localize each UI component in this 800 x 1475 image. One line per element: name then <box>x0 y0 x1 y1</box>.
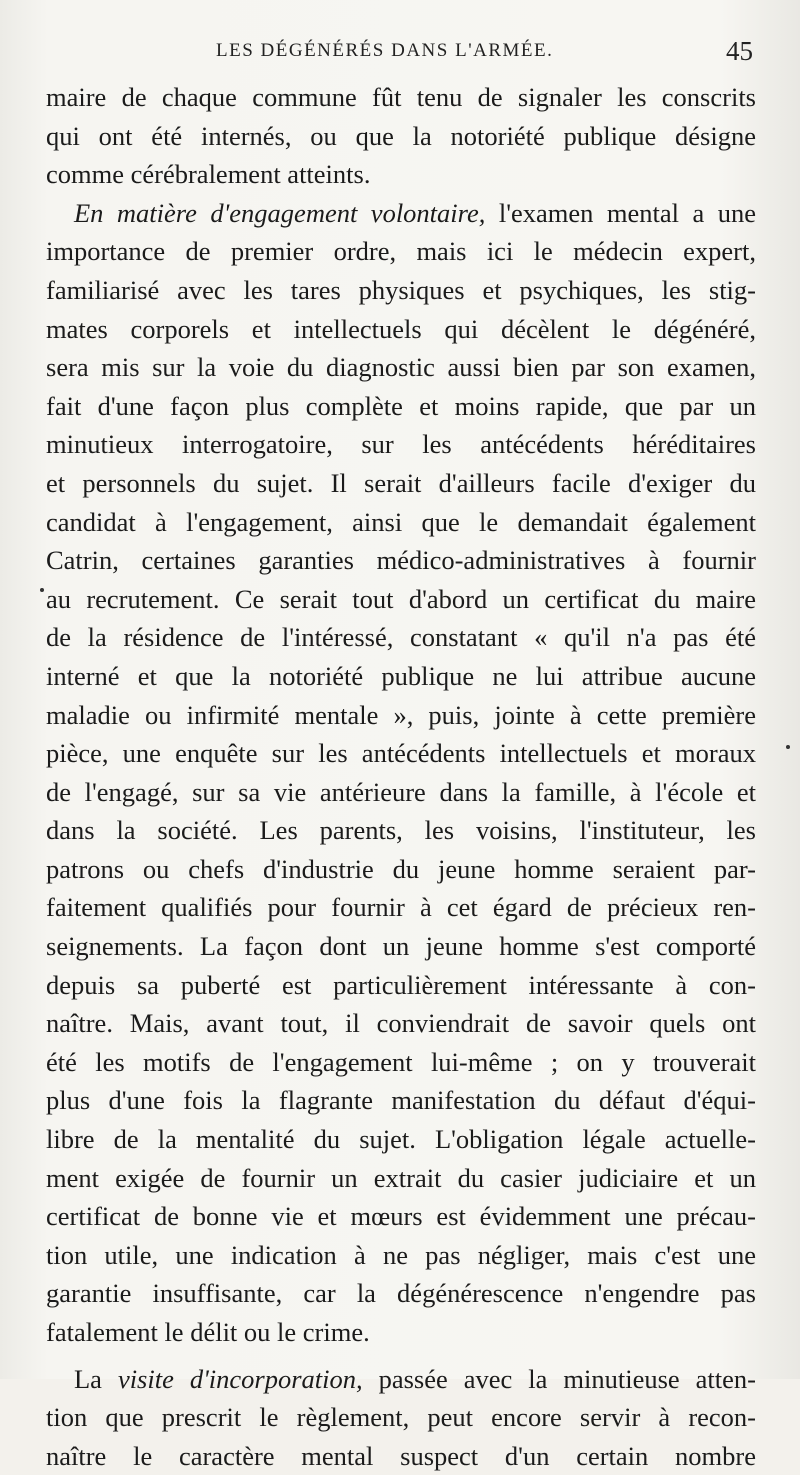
text-line: de l'engagé, sur sa vie antérieure dans la famille, à l'école et <box>46 776 756 807</box>
text-line: libre de la mentalité du sujet. L'obligation légale actuelle- <box>46 1124 756 1155</box>
text-line: fait d'une façon plus complète et moins rapide, que par un <box>46 390 756 421</box>
body-text <box>46 78 756 1475</box>
page-number: 45 <box>726 36 753 66</box>
italic-phrase: En matière d'engagement volontaire, <box>74 197 486 228</box>
paragraph-2 <box>46 194 756 1352</box>
text-line: depuis sa puberté est particulièrement intéressante à con- <box>46 969 756 1000</box>
text-line: patrons ou chefs d'industrie du jeune homme seraient par- <box>46 853 756 884</box>
text-line: naître le caractère mental suspect d'un certain nombre <box>46 1440 756 1471</box>
text-line: seignements. La façon dont un jeune homme s'est comporté <box>46 931 756 962</box>
italic-phrase: visite d'incorporation, <box>117 1363 363 1394</box>
paragraph-1 <box>46 78 756 194</box>
text-line: certificat de bonne vie et mœurs est évidemment une précau- <box>46 1201 756 1232</box>
paragraph-gap <box>46 1352 756 1360</box>
text-run: l'examen mental a une <box>485 197 756 228</box>
text-line: Catrin, certaines garanties médico-administratives à fournir <box>46 545 756 576</box>
text-line: plus d'une fois la flagrante manifestation du défaut d'équi- <box>46 1085 756 1116</box>
running-head <box>0 36 800 74</box>
text-line: tion que prescrit le règlement, peut encore servir à recon- <box>46 1402 756 1433</box>
text-line: naître. Mais, avant tout, il conviendrait de savoir quels ont <box>46 1008 756 1039</box>
text-line: au recrutement. Ce serait tout d'abord un certificat du maire <box>46 583 756 614</box>
text-line: fatalement le délit ou le crime. <box>46 1317 370 1347</box>
text-line: candidat à l'engagement, ainsi que le demandait également <box>46 506 756 537</box>
running-title: LES DÉGÉNÉRÉS DANS L'ARMÉE. <box>216 40 554 61</box>
text-line: qui ont été internés, ou que la notoriété publique désigne <box>46 120 756 151</box>
text-line: sera mis sur la voie du diagnostic aussi bien par son examen, <box>46 352 756 383</box>
text-line: comme cérébralement atteints. <box>46 159 371 190</box>
text-line: ment exigée de fournir un extrait du casier judiciaire et un <box>46 1162 756 1193</box>
text-line: de la résidence de l'intéressé, constatant « qu'il n'a pas été <box>46 622 756 653</box>
text-line: mates corporels et intellectuels qui décèlent le dégénéré, <box>46 313 756 344</box>
text-line: faitement qualifiés pour fournir à cet égard de précieux ren- <box>46 892 756 923</box>
text-run: La <box>74 1363 118 1394</box>
text-line: maire de chaque commune fût tenu de signaler les conscrits <box>46 82 756 112</box>
paragraph-3 <box>46 1360 756 1475</box>
text-line: importance de premier ordre, mais ici le médecin expert, <box>46 236 756 267</box>
text-run: passée avec la minutieuse atten- <box>362 1363 756 1394</box>
text-line: minutieux interrogatoire, sur les antécédents héréditaires <box>46 429 756 460</box>
text-line: familiarisé avec les tares physiques et psychiques, les stig- <box>46 274 756 305</box>
text-line: maladie ou infirmité mentale », puis, jointe à cette première <box>46 699 756 730</box>
text-line: garantie insuffisante, car la dégénérescence n'engendre pas <box>46 1278 756 1309</box>
print-speck <box>40 588 44 592</box>
text-line: interné et que la notoriété publique ne lui attribue aucune <box>46 660 756 691</box>
text-line: dans la société. Les parents, les voisins, l'instituteur, les <box>46 815 756 846</box>
text-line: pièce, une enquête sur les antécédents intellectuels et moraux <box>46 738 756 769</box>
text-line: et personnels du sujet. Il serait d'ailleurs facile d'exiger du <box>46 467 756 498</box>
text-line: été les motifs de l'engagement lui-même ; on y trouverait <box>46 1046 756 1077</box>
print-speck <box>786 745 790 749</box>
text-line: tion utile, une indication à ne pas négliger, mais c'est une <box>46 1239 756 1270</box>
text-line <box>46 194 756 233</box>
